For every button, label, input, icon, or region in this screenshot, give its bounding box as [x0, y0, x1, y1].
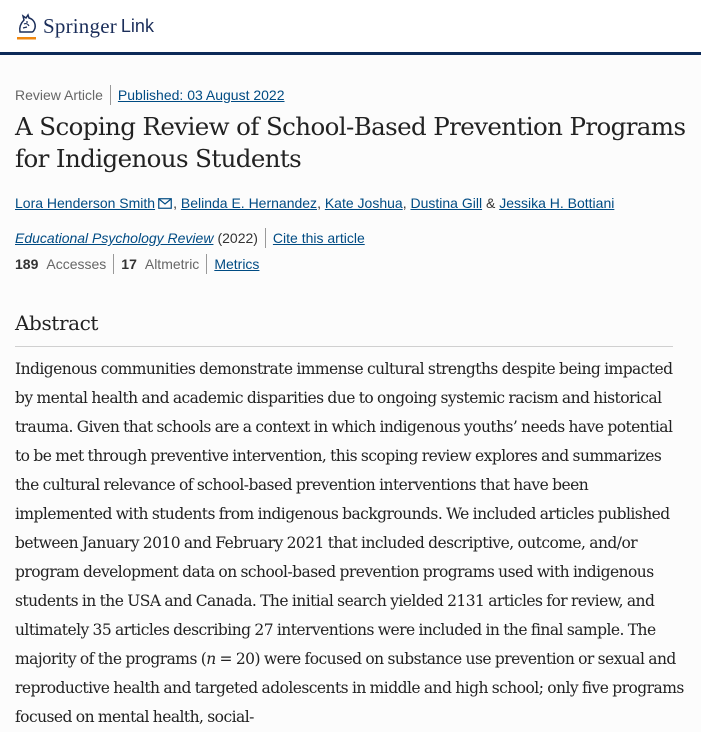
brand-link: Link — [120, 15, 154, 36]
email-icon[interactable] — [158, 193, 172, 215]
metrics-link[interactable]: Metrics — [214, 256, 260, 272]
chess-knight-icon — [15, 12, 39, 40]
journal-info — [15, 227, 686, 249]
article-title: A Scoping Review of School-Based Prevention Programs for Indigenous Students — [15, 112, 686, 173]
author-separator: , — [402, 195, 407, 211]
publication-year: (2022) — [217, 230, 258, 246]
divider — [113, 254, 114, 274]
divider — [265, 228, 266, 248]
section-divider — [15, 346, 673, 347]
author-link[interactable]: Dustina Gill — [410, 195, 483, 211]
published-date-link[interactable]: Published: 03 August 2022 — [117, 87, 285, 103]
author-separator: , — [173, 195, 177, 211]
site-header — [0, 0, 701, 55]
brand-springer: Springer — [43, 13, 117, 38]
article-metrics — [15, 253, 686, 275]
author-separator: & — [485, 195, 496, 211]
article-meta — [15, 84, 686, 106]
altmetric-count: 17 — [121, 256, 137, 272]
abstract-heading: Abstract — [15, 311, 99, 335]
altmetric-label: Altmetric — [144, 256, 200, 272]
abstract-text: Indigenous communities demonstrate immense cultural strengths despite being impacted by mental health and academic disparities due to ongoing systemic racism and historical trauma. Given that schools are a context in which indigenous youths’ needs have potential to be met through preventive intervention, this scoping review explores and summarizes the cultural relevance of school-based prevention interventions that have been implemented with students from indigenous backgrounds. We included articles published between January 2010 and February 2021 that included descriptive, outcome, and/or program development data on school-based prevention programs used with indigenous students in the USA and Canada. The initial search yielded 2131 articles for review, and ultimately 35 articles describing 27 interventions were included in the final sample. The majority of the programs ( — [15, 360, 673, 668]
accesses-count: 189 — [15, 256, 39, 272]
n-symbol: n — [206, 650, 216, 668]
author-list — [15, 192, 686, 215]
journal-name: Educational Psychology Review — [15, 230, 214, 246]
author-separator: , — [317, 195, 321, 211]
article-content — [0, 84, 701, 732]
abstract-text: = 20) were focused on substance use prevention or sexual and reproductive health and targeted adolescents in middle and high school; only five programs focused on mental health, social- — [15, 650, 684, 726]
journal-link[interactable] — [15, 230, 213, 246]
cite-article-link[interactable]: Cite this article — [272, 230, 365, 246]
accesses-label: Accesses — [46, 256, 107, 272]
springer-link-logo[interactable] — [15, 12, 154, 40]
abstract-paragraph — [15, 355, 686, 732]
author-link[interactable]: Jessika H. Bottiani — [499, 195, 615, 211]
article-type: Review Article — [15, 87, 103, 103]
author-link[interactable]: Kate Joshua — [324, 195, 403, 211]
divider — [206, 254, 207, 274]
abstract-body — [15, 355, 686, 732]
author-link[interactable]: Belinda E. Hernandez — [180, 195, 318, 211]
divider — [110, 85, 111, 105]
author-link[interactable]: Lora Henderson Smith — [15, 195, 156, 211]
